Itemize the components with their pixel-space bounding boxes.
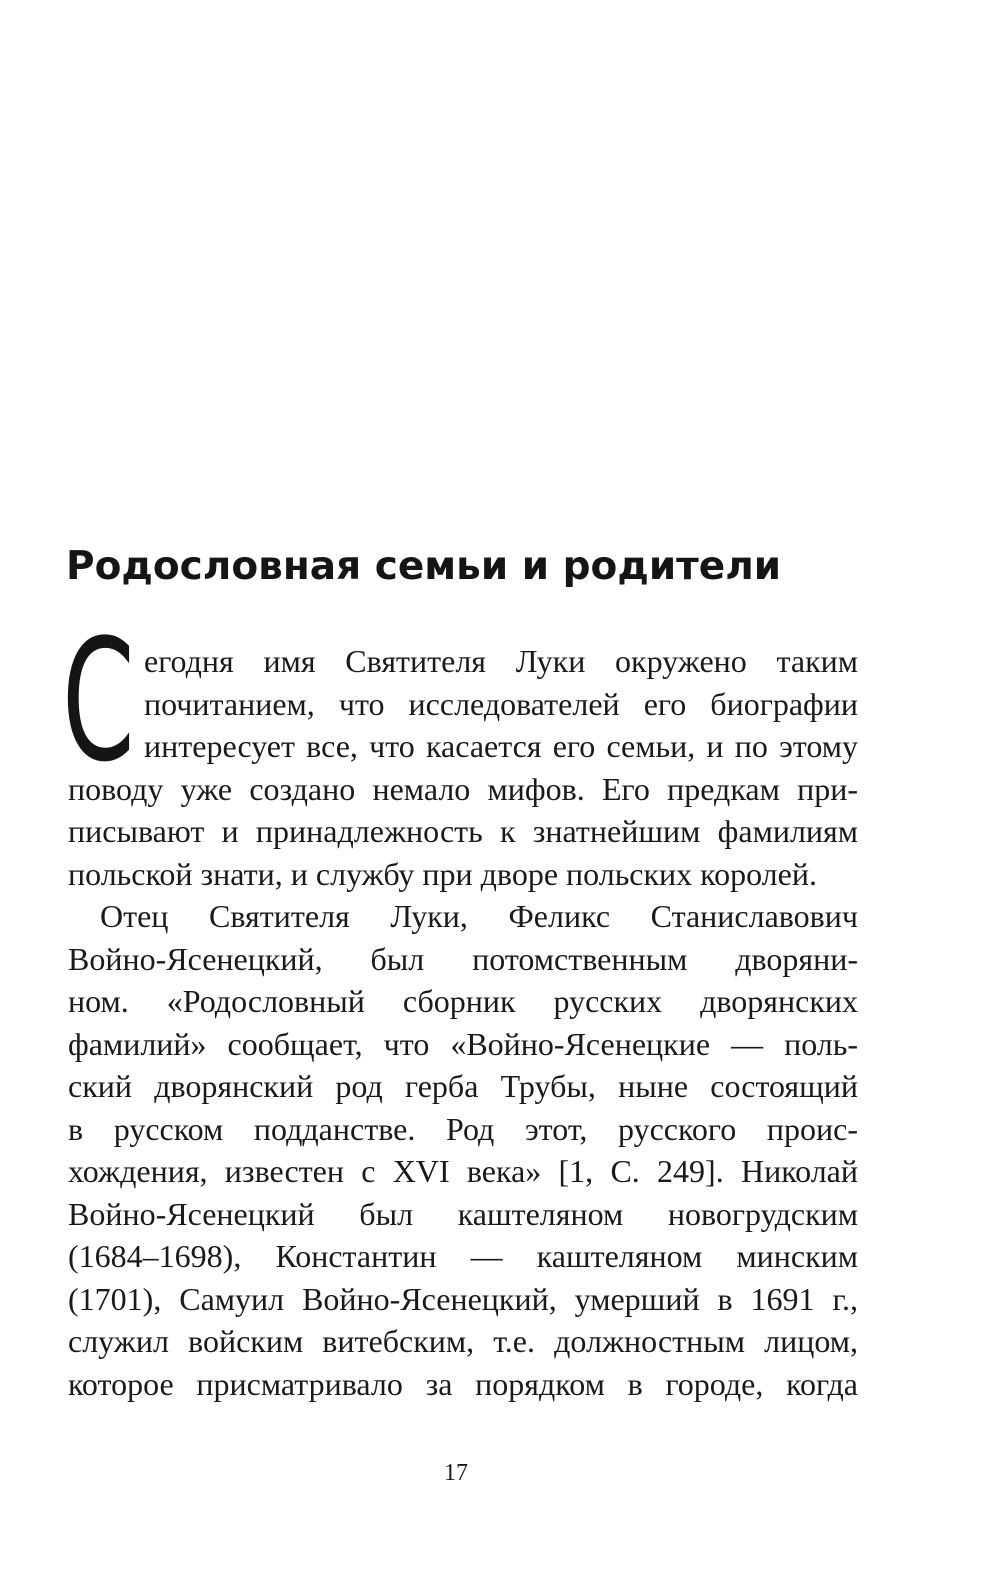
text-line: служил войским витебским, т.е. должностным лицом, (68, 1323, 858, 1359)
text-line: фамилий» сообщает, что «Войно-Ясенецкие — поль- (68, 1025, 858, 1062)
text-line: ский дворянский род герба Трубы, ныне состоящий (68, 1068, 858, 1104)
text-line: Войно-Ясенецкий, был потомственным дворяни- (68, 940, 858, 977)
text-line: ном. «Родословный сборник русских дворянских (68, 983, 858, 1019)
text-line: хождения, известен с XVI века» [1, С. 249]. Николай (68, 1153, 858, 1189)
text-line: (1701), Самуил Войно-Ясенецкий, умерший в 1691 г., (68, 1280, 858, 1317)
text-line: польской знати, и службу при дворе польских королей. (68, 855, 817, 892)
text-line: Отец Святителя Луки, Феликс Станиславович (100, 898, 858, 934)
text-line: интересует все, что касается его семьи, и по этому (144, 728, 858, 764)
text-line: которое присматривало за порядком в городе, когда (68, 1365, 858, 1402)
body-text (68, 640, 858, 1405)
text-line: почитанием, что исследователей его биографии (144, 685, 858, 722)
text-line: в русском подданстве. Род этот, русского проис- (68, 1110, 858, 1147)
drop-cap-letter: С (62, 603, 135, 799)
page-number: 17 (444, 1460, 468, 1486)
text-line: писывают и принадлежность к знатнейшим фамилиям (68, 813, 858, 849)
text-line: поводу уже создано немало мифов. Его предкам при- (68, 770, 858, 807)
chapter-title: Родословная семьи и родители (66, 544, 782, 589)
text-line: Войно-Ясенецкий был каштеляном новогрудским (68, 1195, 858, 1232)
text-line: егодня имя Святителя Луки окружено таким (144, 643, 858, 679)
text-line: (1684–1698), Константин — каштеляном минским (68, 1238, 858, 1274)
